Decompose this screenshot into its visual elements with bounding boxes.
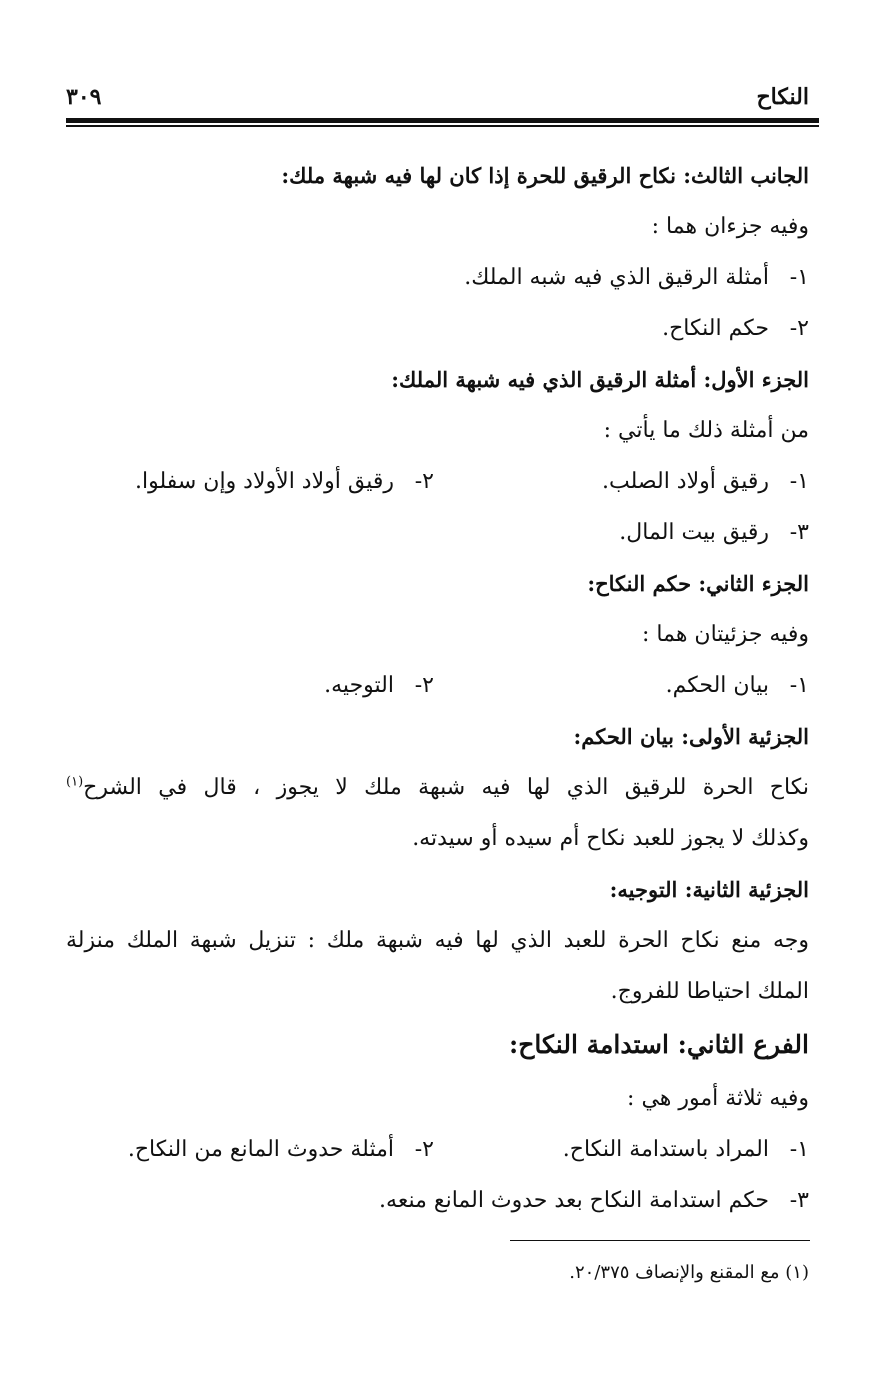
branch-heading: الفرع الثاني: استدامة النكاح:	[509, 1030, 809, 1059]
list-item-second-column	[128, 1124, 434, 1175]
list-number: ١-	[789, 673, 809, 698]
list-item	[66, 660, 809, 711]
list-text: حكم استدامة النكاح بعد حدوث المانع منعه.	[379, 1188, 769, 1213]
list-number: ٢-	[414, 673, 434, 698]
list-text: حكم النكاح.	[662, 316, 769, 341]
paragraph-line	[66, 915, 809, 966]
header-rule-thick	[66, 118, 819, 123]
footnote-marker: (١)	[66, 774, 84, 790]
list-number: ٢-	[414, 469, 434, 494]
list-item	[66, 1124, 809, 1175]
list-item-second-column	[324, 660, 434, 711]
footnote-rule	[510, 1240, 810, 1241]
footnote: (١) مع المقنع والإنصاف ٢٠/٣٧٥.	[569, 1262, 809, 1283]
paragraph-line: من أمثلة ذلك ما يأتي :	[603, 418, 809, 443]
list-number: ١-	[789, 1137, 809, 1162]
header-rule-thin	[66, 125, 819, 127]
list-item	[66, 303, 809, 354]
list-number: ٢-	[414, 1137, 434, 1162]
list-text: التوجيه.	[324, 673, 394, 698]
list-number: ٣-	[789, 520, 809, 545]
section-heading: الجزء الأول: أمثلة الرقيق الذي فيه شبهة الملك:	[391, 367, 809, 392]
page-number: ٣٠٩	[66, 84, 102, 110]
paragraph-line: وفيه ثلاثة أمور هي :	[627, 1086, 809, 1111]
paragraph-line	[66, 762, 809, 813]
section-heading: الجزء الثاني: حكم النكاح:	[587, 571, 809, 596]
paragraph-line: وفيه جزئيتان هما :	[642, 622, 809, 647]
list-text: رقيق أولاد الأولاد وإن سفلوا.	[134, 469, 394, 494]
list-text: رقيق بيت المال.	[619, 520, 769, 545]
paragraph-text: نكاح الحرة للرقيق الذي لها فيه شبهة ملك لا يجوز ، قال في الشرح	[83, 775, 809, 800]
section-heading: الجزئية الأولى: بيان الحكم:	[573, 724, 809, 749]
list-text: بيان الحكم.	[665, 673, 769, 698]
running-header-title: النكاح	[756, 84, 809, 110]
list-text: أمثلة حدوث المانع من النكاح.	[127, 1137, 394, 1162]
list-text: أمثلة الرقيق الذي فيه شبه الملك.	[464, 265, 769, 290]
list-item	[66, 1175, 809, 1226]
paragraph-text: وجه منع نكاح الحرة للعبد الذي لها فيه شبهة ملك : تنزيل شبهة الملك منزلة	[66, 928, 809, 953]
paragraph-line: وفيه جزءان هما :	[651, 214, 809, 239]
list-item-second-column	[135, 456, 434, 507]
section-heading: الجزئية الثانية: التوجيه:	[609, 877, 809, 902]
list-item	[66, 507, 809, 558]
list-text: رقيق أولاد الصلب.	[602, 469, 769, 494]
list-number: ١-	[789, 265, 809, 290]
list-number: ٣-	[789, 1188, 809, 1213]
paragraph-line: وكذلك لا يجوز للعبد نكاح أم سيده أو سيدته.	[412, 826, 809, 851]
list-item	[66, 456, 809, 507]
list-number: ١-	[789, 469, 809, 494]
paragraph-line: الملك احتياطا للفروج.	[610, 979, 809, 1004]
list-item	[66, 252, 809, 303]
list-number: ٢-	[789, 316, 809, 341]
list-text: المراد باستدامة النكاح.	[562, 1137, 769, 1162]
page-body	[66, 150, 809, 1226]
section-heading: الجانب الثالث: نكاح الرقيق للحرة إذا كان لها فيه شبهة ملك:	[281, 163, 809, 188]
